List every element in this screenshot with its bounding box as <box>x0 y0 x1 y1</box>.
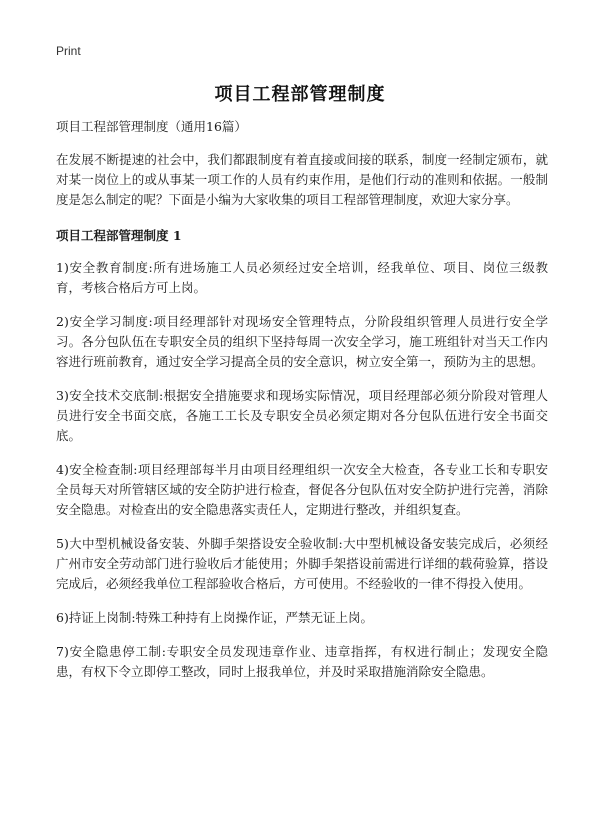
page-title: 项目工程部管理制度 <box>214 84 386 105</box>
list-item: 2)安全学习制度:项目经理部针对现场安全管理特点，分阶段组织管理人员进行安全学习。各分包队伍在专职安全员的组织下坚持每周一次安全学习，施工班组针对当天工作内容进行班前教育，通过安全学习提高全员的安全意识，树立安全第一，预防为主的思想。 <box>56 314 548 369</box>
print-label[interactable]: Print <box>56 44 81 58</box>
list-item: 4)安全检查制:项目经理部每半月由项目经理组织一次安全大检查，各专业工长和专职安全员每天对所管辖区域的安全防护进行检查，督促各分包队伍对安全防护进行完善，消除安全隐患。对检查出的安全隐患落实责任人，定期进行整改，并组织复查。 <box>56 462 548 517</box>
document-subtitle: 项目工程部管理制度（通用16篇） <box>56 119 247 134</box>
document-body <box>56 117 548 696</box>
list-item: 7)安全隐患停工制:专职安全员发现违章作业、违章指挥，有权进行制止；发现安全隐患，有权下令立即停工整改，同时上报我单位，并及时采取措施消除安全隐患。 <box>56 644 548 679</box>
section-heading: 项目工程部管理制度 1 <box>56 228 182 243</box>
list-item: 3)安全技术交底制:根据安全措施要求和现场实际情况，项目经理部必须分阶段对管理人员进行安全书面交底，各施工工长及专职安全员必须定期对各分包队伍进行安全书面交底。 <box>56 388 548 443</box>
list-item: 1)安全教育制度:所有进场施工人员必须经过安全培训，经我单位、项目、岗位三级教育，考核合格后方可上岗。 <box>56 260 548 295</box>
intro-paragraph: 在发展不断提速的社会中，我们都跟制度有着直接或间接的联系，制度一经制定颁布，就对某一岗位上的或从事某一项工作的人员有约束作用，是他们行动的准则和依据。一般制度是怎么制定的呢？下面是小编为大家收集的项目工程部管理制度，欢迎大家分享。 <box>56 152 548 207</box>
list-item: 6)持证上岗制:特殊工种持有上岗操作证，严禁无证上岗。 <box>56 610 374 625</box>
list-item: 5)大中型机械设备安装、外脚手架搭设安全验收制:大中型机械设备安装完成后，必须经广州市安全劳动部门进行验收后才能使用；外脚手架搭设前需进行详细的载荷验算，搭设完成后，必须经我单位工程部验收合格后，方可使用。不经验收的一律不得投入使用。 <box>56 536 548 591</box>
